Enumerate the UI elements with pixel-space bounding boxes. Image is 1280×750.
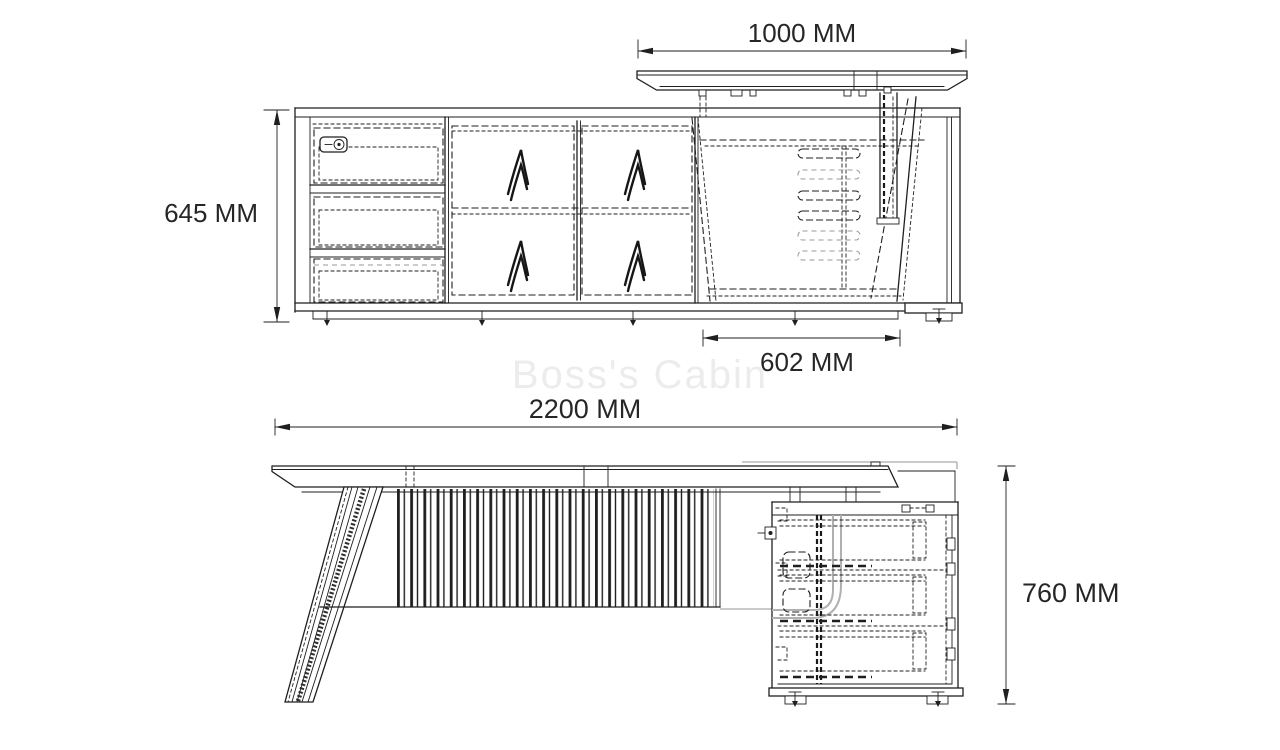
dimension-desk-width [275,394,957,435]
chevron-motif-icon [508,150,528,200]
dimension-desk-height [998,466,1120,704]
foot-arrow-icon [321,311,333,326]
pedestal-drawer-hidden [780,631,926,677]
dimension-label-645mm: 645 MM [164,198,258,228]
dimension-label-1000mm: 1000 MM [747,18,857,48]
return-desktop [637,71,967,117]
vent-slots [798,149,860,260]
cable-route [772,515,833,610]
pedestal-drawer-hidden [780,575,926,621]
lock-icon [320,137,347,152]
drawer-1 [314,128,443,183]
foot-arrow-icon [476,311,488,326]
back-view [295,71,967,326]
foot-arrow-icon [789,311,801,326]
dimension-return-width [638,18,966,58]
sliding-doors [452,117,698,303]
dimension-label-760mm: 760 MM [1022,578,1120,608]
chevron-motif-icon [625,150,645,200]
chevron-motif-icon [625,241,645,291]
dimension-label-2200mm: 2200 MM [528,394,642,424]
pedestal-cabinet [758,487,963,707]
dimension-credenza-height [164,110,289,322]
pedestal-drawer-hidden [780,520,926,566]
side-panel-shoe [905,303,962,313]
drawer-2 [314,197,443,247]
foot-arrow-icon [627,311,639,326]
credenza-frame [295,108,962,326]
drawer-3 [314,259,443,302]
dimension-label-602mm: 602 MM [760,347,854,377]
watermark-text: Boss's Cabin [511,353,769,397]
front-view [272,462,963,707]
chevron-motif-icon [508,241,528,291]
return-leg-hidden [692,87,924,301]
modesty-panel [320,489,772,609]
lock-icon [758,527,776,539]
drawer-stack [310,117,449,303]
angled-leg [285,487,383,702]
